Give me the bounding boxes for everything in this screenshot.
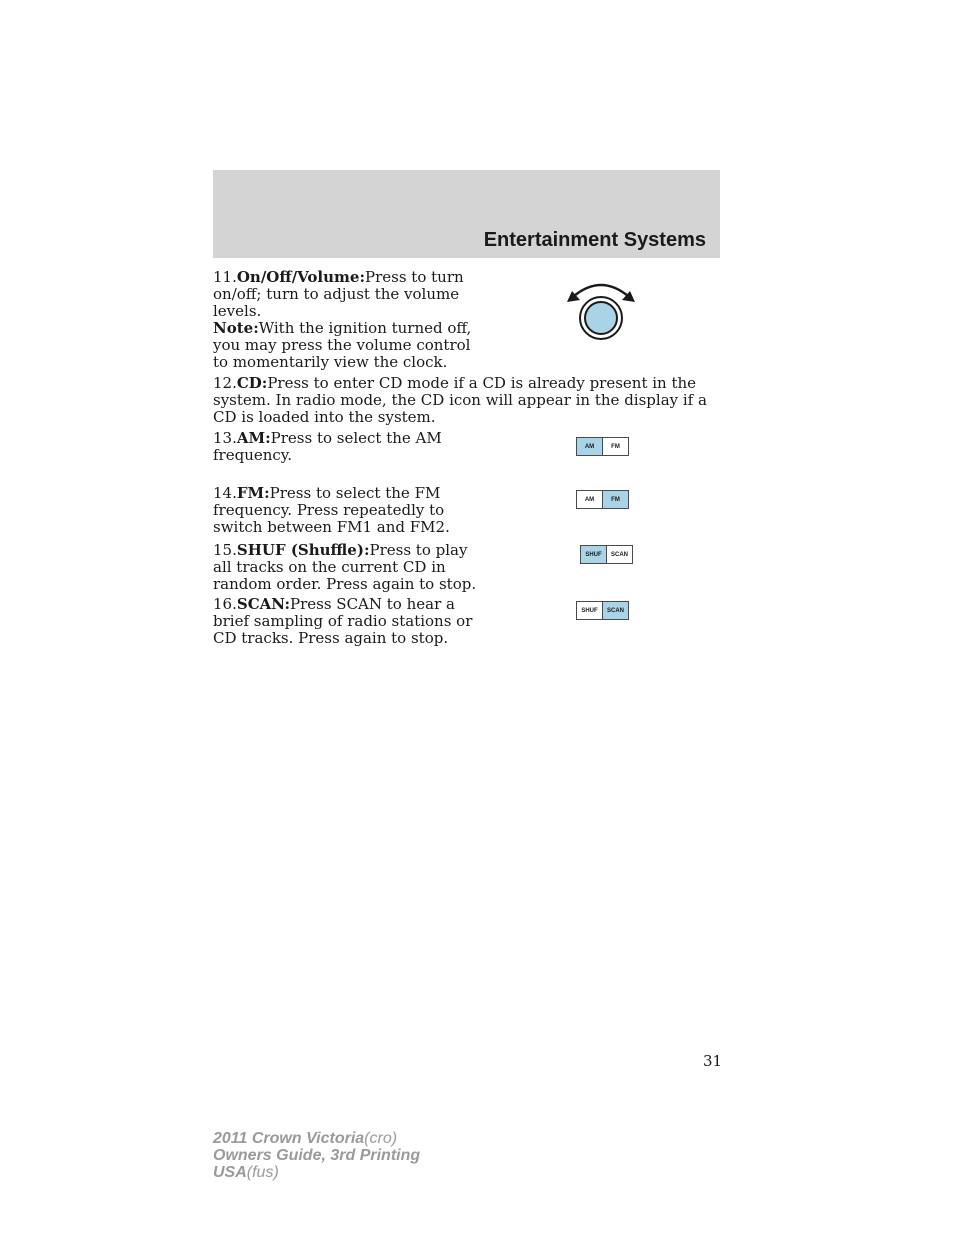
am-fm-button-illustration-am <box>576 437 629 456</box>
item-on-off-volume <box>213 269 483 371</box>
item-fm <box>213 485 483 536</box>
item-text: Press SCAN to hear a brief sampling of radio stations or CD tracks. Press again to stop. <box>213 595 473 647</box>
item-cd <box>213 375 723 426</box>
item-text: Press to select the FM frequency. Press repeatedly to switch between FM1 and FM2. <box>213 484 450 536</box>
section-header <box>213 170 720 258</box>
am-button-label: AM <box>584 496 595 503</box>
document-footer <box>213 1130 420 1181</box>
shuf-button-label: SHUF <box>581 607 598 614</box>
item-number: 16. <box>213 595 237 613</box>
footer-printing: Owners Guide, 3rd Printing <box>213 1147 421 1164</box>
volume-knob-icon <box>560 274 642 344</box>
item-shuffle <box>213 542 483 593</box>
item-term: SHUF (Shuffle): <box>236 541 370 559</box>
item-am <box>213 430 483 464</box>
item-number: 15. <box>213 541 237 559</box>
item-term: FM: <box>236 484 270 502</box>
item-number: 12. <box>213 374 237 392</box>
item-text: Press to select the AM frequency. <box>213 429 442 464</box>
scan-button-label: SCAN <box>606 546 632 563</box>
footer-market: USA <box>213 1164 247 1181</box>
item-text: Press to enter CD mode if a CD is already present in the system. In radio mode, the CD icon will appear in the display if a CD is loaded into the system. <box>213 374 707 426</box>
item-text: Press to play all tracks on the current CD in random order. Press again to stop. <box>213 541 477 593</box>
item-number: 14. <box>213 484 237 502</box>
item-term: CD: <box>236 374 268 392</box>
item-term: AM: <box>236 429 271 447</box>
am-button-label: AM <box>577 438 602 455</box>
shuf-button-label: SHUF <box>581 546 606 563</box>
footer-market-code: (fus) <box>246 1164 279 1181</box>
footer-model-code: (cro) <box>364 1130 398 1147</box>
item-number: 13. <box>213 429 237 447</box>
item-text: Press to turn on/off; turn to adjust the volume levels. <box>213 268 464 320</box>
item-term: On/Off/Volume: <box>236 268 365 286</box>
note-term: Note: <box>213 319 259 337</box>
item-number: 11. <box>213 268 237 286</box>
am-fm-button-illustration-fm <box>576 490 629 509</box>
shuf-scan-button-illustration-scan <box>576 601 629 620</box>
fm-button-label: FM <box>602 491 628 508</box>
note-text: With the ignition turned off, you may press the volume control to momentarily view the clock. <box>213 319 472 371</box>
page-number: 31 <box>703 1052 723 1070</box>
footer-model: 2011 Crown Victoria <box>213 1130 365 1147</box>
scan-button-label: SCAN <box>602 602 628 619</box>
section-title: Entertainment Systems <box>483 229 706 251</box>
item-term: SCAN: <box>236 595 290 613</box>
shuf-scan-button-illustration-shuf <box>580 545 633 564</box>
item-scan <box>213 596 483 647</box>
fm-button-label: FM <box>602 438 628 455</box>
